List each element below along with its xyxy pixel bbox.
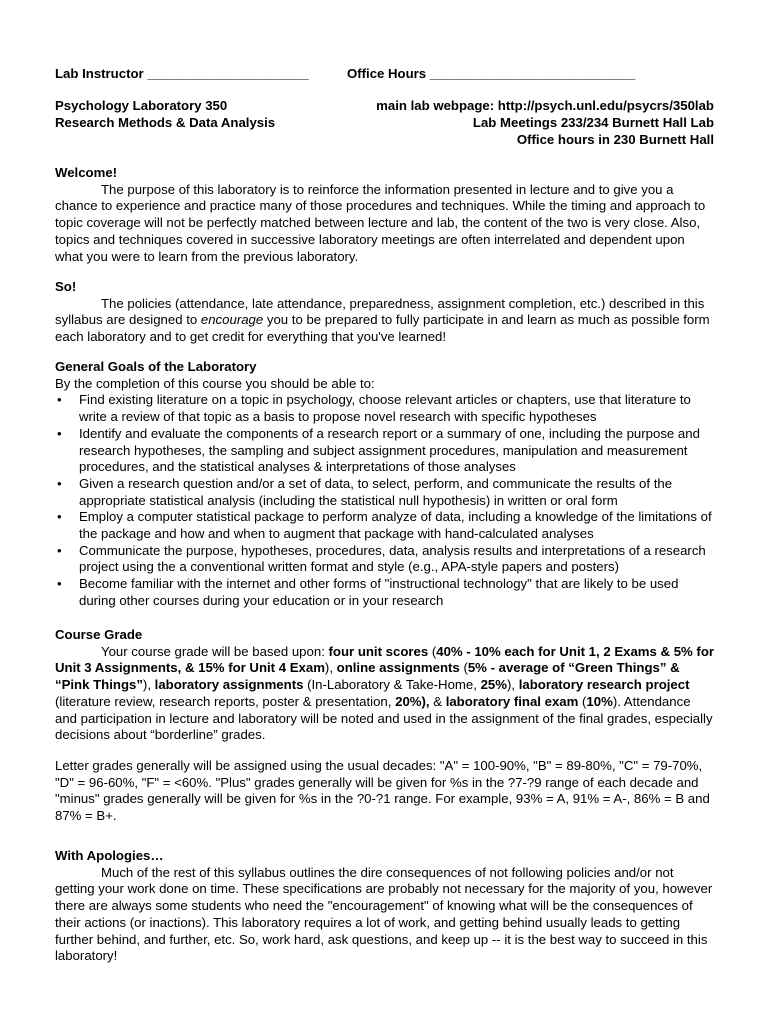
course-number: Psychology Laboratory 350 (55, 98, 228, 113)
so-section (55, 279, 715, 346)
lab-meetings: Lab Meetings 233/234 Burnett Hall Lab (472, 115, 714, 130)
so-emphasis: encourage (200, 312, 264, 328)
welcome-section (55, 165, 715, 265)
office-location: Office hours in 230 Burnett Hall (516, 132, 714, 147)
grade-heading: Course Grade (55, 627, 143, 642)
welcome-heading: Welcome! (55, 165, 118, 180)
apologies-heading: With Apologies… (55, 848, 164, 863)
goals-heading: General Goals of the Laboratory (55, 359, 257, 374)
goal-item: • Given a research question and/or a set of data, to select, perform, and communicate the results of the appropriate statistical analysis (including the statistical null hypothesis) in written or oral form (55, 476, 715, 509)
so-heading: So! (55, 279, 77, 294)
apologies-body: Much of the rest of this syllabus outlines the dire consequences of not following policies and/or not getting your work done on time. These specifications are probably not necessary for the majority of you, however there are always some students who need the "encouragement" of knowing what will be the consequences of their actions (or inactions). This laboratory requires a lot of work, and getting behind usually leads to getting further behind, and further, etc. So, work hard, ask questions, and keep up -- it is the best way to succeed in this laboratory! (55, 864, 713, 964)
office-hours-line: Office Hours ____________________________ (347, 66, 636, 81)
grade-section (55, 627, 715, 744)
goals-intro: By the completion of this course you should be able to: (55, 375, 375, 391)
goal-item: • Become familiar with the internet and other forms of "instructional technology" that are likely to be used during other courses during your education or in your research (55, 576, 715, 609)
goals-list (55, 392, 715, 609)
grade-body: Your course grade will be based upon: four unit scores (40% - 10% each for Unit 1, 2 Exams & 5% for Unit 3 Assignments, & 15% for Unit 4 Exam), online assignments (5% - average of “Green Things” & “Pink Things”), laboratory assignments (In-Laboratory & Take-Home, 25%), laboratory research project (literature review, research reports, poster & presentation, 20%), & laboratory final exam (10%). Attendance and participation in lecture and laboratory will be noted and used in the assignment of the final grades, especially decisions about “borderline” grades. (55, 643, 715, 743)
course-title: Research Methods & Data Analysis (55, 115, 276, 130)
lab-instructor-line: Lab Instructor ______________________ (55, 66, 309, 81)
welcome-body: The purpose of this laboratory is to reinforce the information presented in lecture and to give you a chance to experience and practice many of those procedures and techniques. While the timing and approach to topic coverage will not be perfectly matched between lecture and lab, the content of the two is very close. Also, topics and techniques covered in successive laboratory meetings are often interrelated and dependent upon what you were to learn from the previous laboratory. (55, 181, 706, 264)
goal-item: • Employ a computer statistical package to perform analyze of data, including a knowledge of the limitations of the package and how and when to augment that package with hand-calculated analyses (55, 509, 715, 542)
webpage-line (376, 98, 714, 115)
webpage-link[interactable]: : http://psych.unl.edu/psycrs/350lab (489, 98, 714, 113)
webpage-label: main lab webpage (376, 98, 490, 113)
so-body: The policies (attendance, late attendance, preparedness, assignment completion, etc.) described in this syllabus are designed to encourage you to be prepared to fully participate in and learn as much as possible form each laboratory and to get credit for everything that you've learned! (55, 295, 710, 345)
letter-grades-body: Letter grades generally will be assigned using the usual decades: "A" = 100-90%, "B" = 89-80%, "C" = 79-70%, "D" = 96-60%, "F" = <60%. "Plus" grades generally will be given for %s in the ?7-?9 range of each decade and "minus" grades generally will be given for %s in the ?0-?1 range. For example, 93% = A, 91% = A-, 86% = B and 87% = B+. (55, 758, 710, 824)
goal-item: • Communicate the purpose, hypotheses, procedures, data, analysis results and interpretations of a research project using the a conventional written format and style (e.g., APA-style papers and posters) (55, 543, 715, 576)
letter-grades-section (55, 758, 715, 825)
goals-section (55, 359, 715, 610)
apologies-section (55, 848, 715, 965)
goal-item: • Find existing literature on a topic in psychology, choose relevant articles or chapters, use that literature to write a review of that topic as a basis to propose novel research with specific hypotheses (55, 392, 715, 425)
goal-item: • Identify and evaluate the components of a research report or a summary of one, including the purpose and research hypotheses, the sampling and subject assignment procedures, manipulation and measurement procedures, and the statistical analyses & interpretations of those analyses (55, 426, 715, 476)
